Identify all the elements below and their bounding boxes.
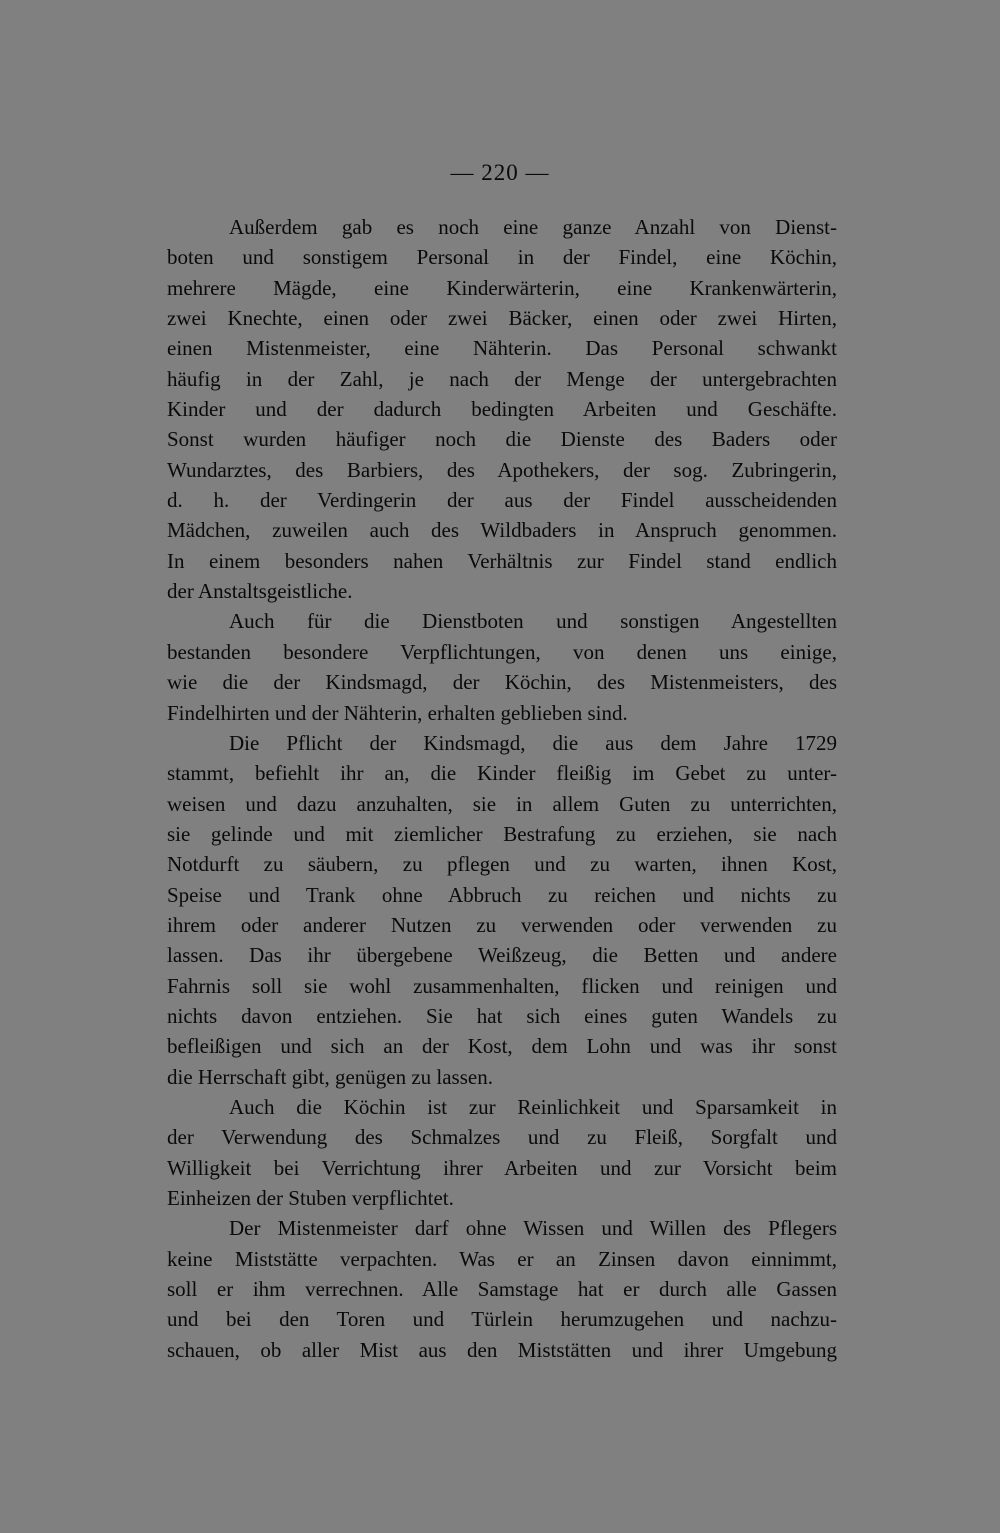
text-line: stammt, befiehlt ihr an, die Kinder fleißig im Gebet zu unter-: [167, 761, 837, 786]
text-line: Einheizen der Stuben verpflichtet.: [167, 1186, 454, 1210]
text-line: Auch für die Dienstboten und sonstigen Angestellten: [229, 609, 837, 634]
text-line: Fahrnis soll sie wohl zusammenhalten, flicken und reinigen und: [167, 973, 837, 998]
text-line: Speise und Trank ohne Abbruch zu reichen und nichts zu: [167, 882, 837, 907]
paragraph: [167, 728, 837, 1092]
text-line: weisen und dazu anzuhalten, sie in allem Guten zu unterrichten,: [167, 791, 837, 816]
text-line: Notdurft zu säubern, zu pflegen und zu warten, ihnen Kost,: [167, 852, 837, 877]
text-line: mehrere Mägde, eine Kinderwärterin, eine Krankenwärterin,: [167, 275, 837, 300]
text-line: sie gelinde und mit ziemlicher Bestrafung zu erziehen, sie nach: [167, 821, 837, 846]
text-line: lassen. Das ihr übergebene Weißzeug, die Betten und andere: [167, 943, 837, 968]
text-line: einen Mistenmeister, eine Nähterin. Das Personal schwankt: [167, 336, 837, 361]
text-line: zwei Knechte, einen oder zwei Bäcker, einen oder zwei Hirten,: [167, 306, 837, 331]
text-line: wie die der Kindsmagd, der Köchin, des Mistenmeisters, des: [167, 670, 837, 695]
text-line: Die Pflicht der Kindsmagd, die aus dem Jahre 1729: [229, 730, 837, 755]
text-line: Findelhirten und der Nähterin, erhalten geblieben sind.: [167, 700, 628, 725]
text-line: d. h. der Verdingerin der aus der Findel ausscheidenden: [167, 488, 837, 513]
text-line: Wundarztes, des Barbiers, des Apothekers, der sog. Zubringerin,: [167, 457, 837, 482]
page-number: — 220 —: [450, 160, 550, 185]
text-line: befleißigen und sich an der Kost, dem Lohn und was ihr sonst: [167, 1034, 837, 1059]
text-line: schauen, ob aller Mist aus den Miststätten und ihrer Umgebung: [167, 1337, 837, 1362]
text-line: Sonst wurden häufiger noch die Dienste des Baders oder: [167, 427, 837, 452]
text-line: Kinder und der dadurch bedingten Arbeiten und Geschäfte.: [167, 397, 837, 422]
text-line: Außerdem gab es noch eine ganze Anzahl von Dienst-: [229, 215, 837, 239]
text-line: nichts davon entziehen. Sie hat sich eines guten Wandels zu: [167, 1003, 837, 1028]
text-line: der Anstaltsgeistliche.: [167, 579, 353, 604]
text-line: die Herrschaft gibt, genügen zu lassen.: [167, 1064, 493, 1089]
text-line: und bei den Toren und Türlein herumzugehen und nachzu-: [167, 1307, 837, 1332]
text-line: Auch die Köchin ist zur Reinlichkeit und Sparsamkeit in: [229, 1094, 837, 1119]
text-line: soll er ihm verrechnen. Alle Samstage hat er durch alle Gassen: [167, 1277, 837, 1302]
text-line: der Verwendung des Schmalzes und zu Fleiß, Sorgfalt und: [167, 1125, 837, 1150]
paragraph: [167, 212, 837, 606]
paragraph: [167, 606, 837, 727]
text-line: Mädchen, zuweilen auch des Wildbaders in Anspruch genommen.: [167, 518, 837, 543]
text-line: Der Mistenmeister darf ohne Wissen und Willen des Pflegers: [229, 1216, 837, 1241]
body-text: [167, 212, 837, 1365]
paragraph: [167, 1092, 837, 1213]
text-line: Willigkeit bei Verrichtung ihrer Arbeiten und zur Vorsicht beim: [167, 1155, 837, 1180]
text-line: häufig in der Zahl, je nach der Menge der untergebrachten: [167, 366, 837, 391]
text-line: bestanden besondere Verpflichtungen, von denen uns einige,: [167, 639, 837, 664]
paragraph: [167, 1213, 837, 1365]
text-line: In einem besonders nahen Verhältnis zur Findel stand endlich: [167, 548, 837, 573]
text-line: boten und sonstigem Personal in der Findel, eine Köchin,: [167, 245, 837, 270]
text-line: keine Miststätte verpachten. Was er an Zinsen davon einnimmt,: [167, 1246, 837, 1271]
text-line: ihrem oder anderer Nutzen zu verwenden oder verwenden zu: [167, 912, 837, 937]
